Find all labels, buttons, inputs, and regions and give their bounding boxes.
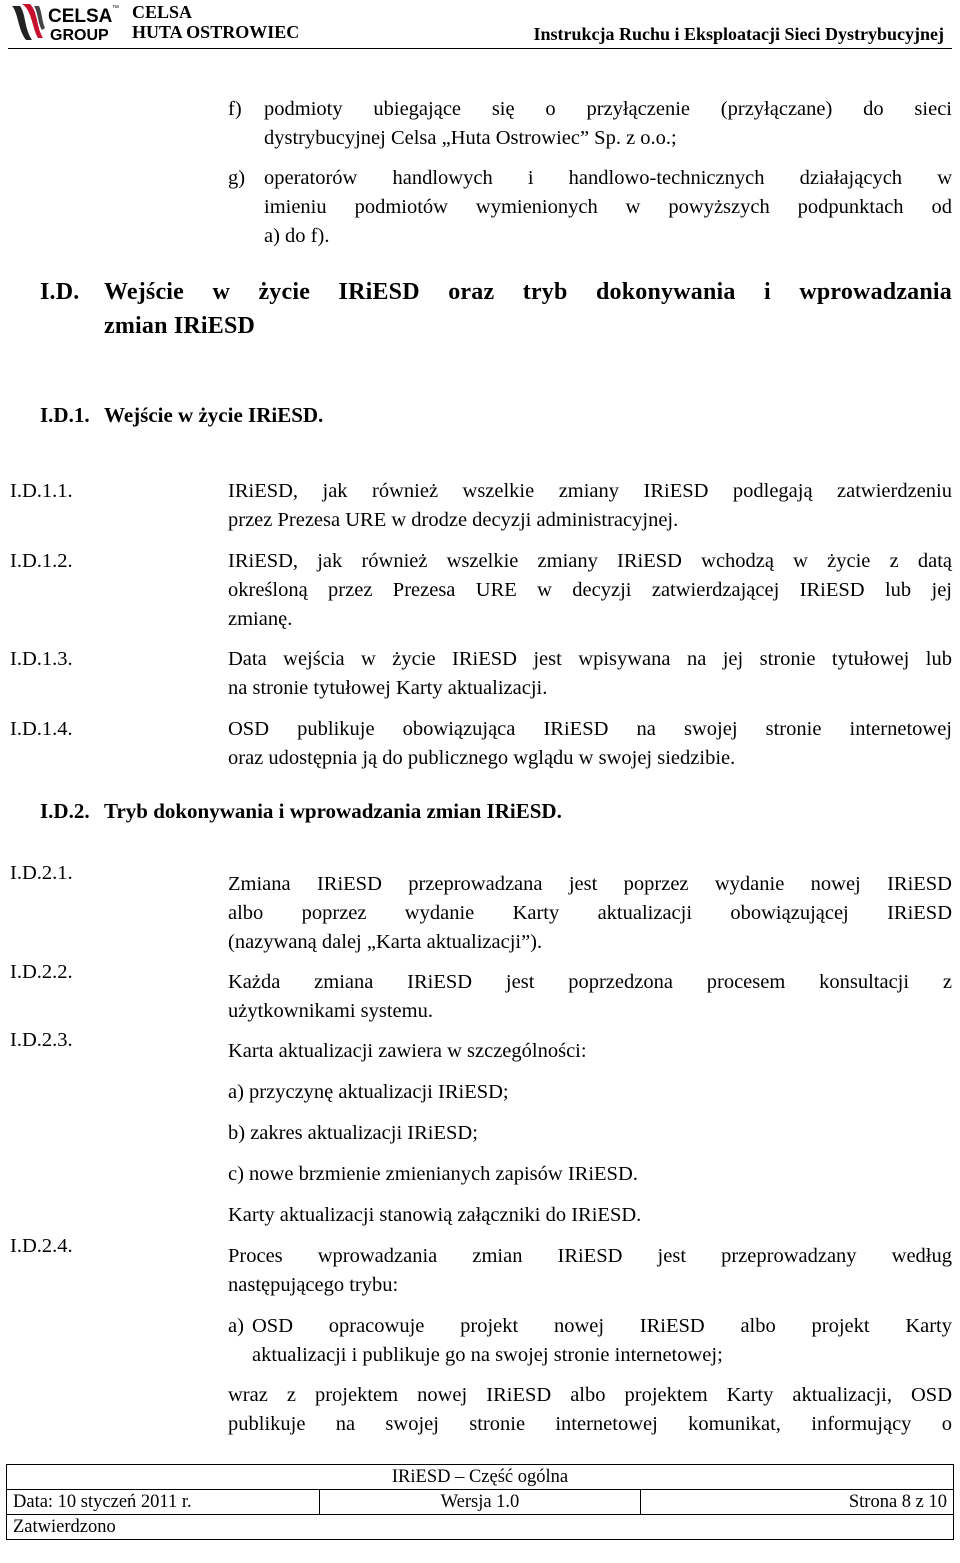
list-item-g-line3: a) do f). [264,225,330,247]
list-item: c) nowe brzmienie zmienianych zapisów IRiESD. [228,1163,638,1185]
paragraph-number: I.D.2.3. [10,1029,73,1051]
paragraph-text: Proces wprowadzania zmian IRiESD jest przeprowadzany według [228,1245,952,1267]
paragraph-text: zmianę. [228,608,293,630]
paragraph-text: przez Prezesa URE w drodze decyzji administracyjnej. [228,509,679,531]
paragraph-number: I.D.1.1. [10,480,73,502]
paragraph-text: IRiESD, jak również wszelkie zmiany IRiESD podlegają zatwierdzeniu [228,480,952,502]
paragraph-number: I.D.1.3. [10,648,73,670]
paragraph-text: oraz udostępnia ją do publicznego wglądu w swojej siedzibie. [228,747,736,769]
paragraph-text: IRiESD, jak również wszelkie zmiany IRiESD wchodzą w życie z datą [228,550,952,572]
paragraph-text: użytkownikami systemu. [228,1000,433,1022]
list-item-g-line2: imieniu podmiotów wymienionych w powyższych podpunktach od [264,196,952,218]
company-name: CELSA HUTA OSTROWIEC [132,2,300,42]
section-number: I.D. [40,279,80,305]
footer-page-number: Strona 8 z 10 [641,1490,954,1515]
list-item-f-line2: dystrybucyjnej Celsa „Huta Ostrowiec” Sp. z o.o.; [264,127,677,149]
list-label-f: f) [228,98,242,120]
list-item: a) przyczynę aktualizacji IRiESD; [228,1081,509,1103]
list-item-a-line1: OSD opracowuje projekt nowej IRiESD albo projekt Karty [252,1315,952,1337]
svg-text:™: ™ [112,5,119,12]
footer-date: Data: 10 styczeń 2011 r. [7,1490,320,1515]
paragraph-text: (nazywaną dalej „Karta aktualizacji”). [228,931,543,953]
page-footer [6,1464,954,1540]
paragraph-text: wraz z projektem nowej IRiESD albo projektem Karty aktualizacji, OSD [228,1384,952,1406]
list-item-g-line1: operatorów handlowych i handlowo-technicznych działających w [264,167,952,189]
paragraph-text: Każda zmiana IRiESD jest poprzedzona procesem konsultacji z [228,971,952,993]
paragraph-number: I.D.1.2. [10,550,73,572]
footer-version: Wersja 1.0 [319,1490,641,1515]
paragraph-number: I.D.2.1. [10,862,73,884]
subsection-number: I.D.2. [40,799,90,823]
section-title-line2: zmian IRiESD [104,313,256,339]
subsection-title: Wejście w życie IRiESD. [104,403,324,427]
footer-approved: Zatwierdzono [7,1515,954,1540]
paragraph-text: albo poprzez wydanie Karty aktualizacji obowiązującej IRiESD [228,902,952,924]
logo-sub-text: GROUP [50,27,109,44]
celsa-emblem-icon [8,0,128,44]
celsa-logo [8,0,128,44]
paragraph-text: publikuje na swojej stronie internetowej komunikat, informujący o [228,1413,952,1435]
subsection-title: Tryb dokonywania i wprowadzania zmian IRiESD. [104,799,562,823]
paragraph-text: Karty aktualizacji stanowią załączniki do IRiESD. [228,1204,642,1226]
paragraph-text: następującego trybu: [228,1274,399,1296]
document-title: Instrukcja Ruchu i Eksploatacji Sieci Dystrybucyjnej [533,24,944,44]
paragraph-text: OSD publikuje obowiązująca IRiESD na swojej stronie internetowej [228,718,952,740]
subsection-number: I.D.1. [40,403,90,427]
list-item: b) zakres aktualizacji IRiESD; [228,1122,478,1144]
section-title-line1: Wejście w życie IRiESD oraz tryb dokonywania i wprowadzania [104,279,952,305]
paragraph-text: określoną przez Prezesa URE w decyzji zatwierdzającej IRiESD lub jej [228,579,952,601]
paragraph-number: I.D.2.4. [10,1235,73,1257]
paragraph-text: na stronie tytułowej Karty aktualizacji. [228,677,548,699]
paragraph-number: I.D.1.4. [10,718,73,740]
paragraph-number: I.D.2.2. [10,961,73,983]
logo-main-text: CELSA [48,6,113,27]
paragraph-text: Zmiana IRiESD przeprowadzana jest poprzez wydanie nowej IRiESD [228,873,952,895]
list-label-a: a) [228,1315,244,1337]
footer-part-title: IRiESD – Część ogólna [7,1465,954,1490]
list-item-a-line2: aktualizacji i publikuje go na swojej stronie internetowej; [252,1344,723,1366]
paragraph-text: Data wejścia w życie IRiESD jest wpisywana na jej stronie tytułowej lub [228,648,952,670]
list-label-g: g) [228,167,246,189]
header-divider [8,48,952,49]
paragraph-text: Karta aktualizacji zawiera w szczególności: [228,1040,587,1062]
list-item-f-line1: podmioty ubiegające się o przyłączenie (przyłączane) do sieci [264,98,952,120]
